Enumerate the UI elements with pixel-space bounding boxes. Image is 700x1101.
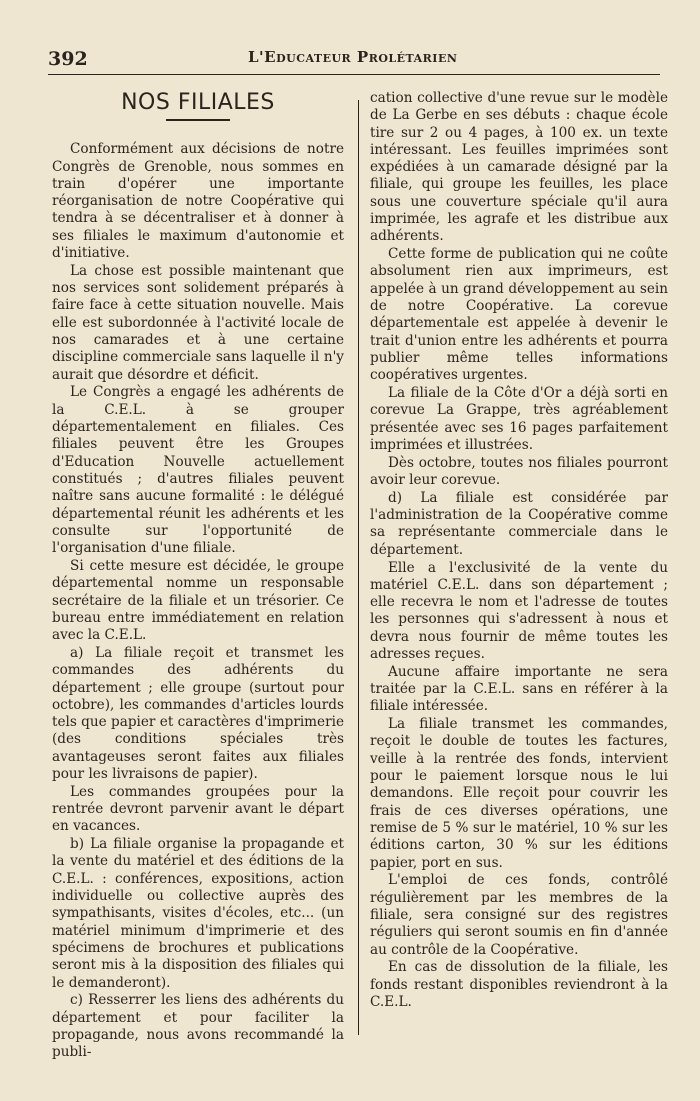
article-title: NOS FILIALES (121, 90, 275, 115)
left-column (52, 90, 344, 1062)
paragraph: c) Resserrer les liens des adhérents du département et pour faciliter la propagande, nous avons recommandé la publi- (52, 992, 344, 1061)
paragraph: Le Congrès a engagé les adhérents de la C.E.L. à se grouper départementalement en filiales. Ces filiales peuvent être les Groupes d'Education Nouvelle actuellement constitués ; d'autres filiales peuvent naître sans aucune formalité : le délégué départemental réunit les adhérents et les consulte sur l'opportunité de l'organisation d'une filiale. (52, 384, 344, 557)
paragraph: L'emploi de ces fonds, contrôlé régulièrement par les membres de la filiale, sera consigné sur des registres réguliers qui seront soumis en fin d'année au contrôle de la Coopérative. (370, 872, 668, 958)
page-number: 392 (48, 48, 88, 70)
paragraph: Cette forme de publication qui ne coûte absolument rien aux imprimeurs, est appelée à un grand développement au sein de notre Coopérative. La corevue départementale est appelée à devenir le trait d'union entre les adhérents et pourra publier même telles informations coopératives urgentes. (370, 246, 668, 384)
right-column (370, 90, 668, 1012)
paragraph: Les commandes groupées pour la rentrée devront parvenir avant le départ en vacances. (52, 783, 344, 835)
paragraph: Dès octobre, toutes nos filiales pourront avoir leur corevue. (370, 454, 668, 489)
paragraph: La filiale transmet les commandes, reçoit le double de toutes les factures, veille à la rentrée des fonds, intervient pour le paiement lorsque nous le lui demandons. Elle reçoit pour couvrir les frais de ces diverses opérations, une remise de 5 % sur le matériel, 10 % sur les éditions carton, 30 % sur les éditions papier, port en sus. (370, 716, 668, 871)
paragraph: Aucune affaire importante ne sera traitée par la C.E.L. sans en référer à la filiale intéressée. (370, 663, 668, 715)
paragraph: cation collective d'une revue sur le modèle de La Gerbe en ses débuts : chaque école tire sur 2 ou 4 pages, à 100 ex. un texte intéressant. Les feuilles imprimées sont expédiées à un camarade désigné par la filiale, qui groupe les feuilles, les place sous une couverture spéciale qu'il aura imprimée, les agrafe et les distribue aux adhérents. (370, 90, 668, 245)
paragraph: Elle a l'exclusivité de la vente du matériel C.E.L. dans son département ; elle recevra le nom et l'adresse de toutes les personnes qui s'adressent à nous et devra nous fournir de même toutes les adresses reçues. (370, 559, 668, 662)
paragraph: La chose est possible maintenant que nos services sont solidement préparés à faire face à cette situation nouvelle. Mais elle est subordonnée à l'activité locale de nos camarades et à une certaine discipline commerciale sans laquelle il n'y aurait que désordre et déficit. (52, 262, 344, 383)
journal-title: L'Educateur Prolétarien (248, 48, 458, 66)
paragraph: a) La filiale reçoit et transmet les commandes des adhérents du département ; elle groupe (surtout pour octobre), les commandes d'articles lourds tels que papier et caractères d'imprimerie (des conditions spéciales très avantageuses seront faites aux filiales pour les livraisons de papier). (52, 644, 344, 782)
paragraph: La filiale de la Côte d'Or a déjà sorti en corevue La Grappe, très agréablement présentée avec ses 16 pages parfaitement imprimées et illustrées. (370, 385, 668, 453)
column-divider (358, 100, 359, 1035)
paragraph: b) La filiale organise la propagande et la vente du matériel et des éditions de la C.E.L. : conférences, expositions, action individuelle ou collective auprès des sympathisants, visites d'écoles, etc... (un matériel minimum d'imprimerie et des spécimens de brochures et publications seront mis à la disposition des filiales qui le demanderont). (52, 836, 344, 991)
paragraph: Conformément aux décisions de notre Congrès de Grenoble, nous sommes en train d'opérer une importante réorganisation de notre Coopérative qui tendra à se décentraliser et à donner à ses filiales le maximum d'autonomie et d'initiative. (52, 141, 344, 262)
paragraph: En cas de dissolution de la filiale, les fonds restant disponibles reviendront à la C.E.L. (370, 959, 668, 1010)
page-header (48, 46, 660, 75)
paragraph: Si cette mesure est décidée, le groupe départemental nomme un responsable secrétaire de la filiale et un trésorier. Ce bureau entre immédiatement en relation avec la C.E.L. (52, 557, 344, 644)
paragraph: d) La filiale est considérée par l'administration de la Coopérative comme sa représentante commerciale dans le département. (370, 489, 668, 558)
title-rule (166, 119, 230, 121)
